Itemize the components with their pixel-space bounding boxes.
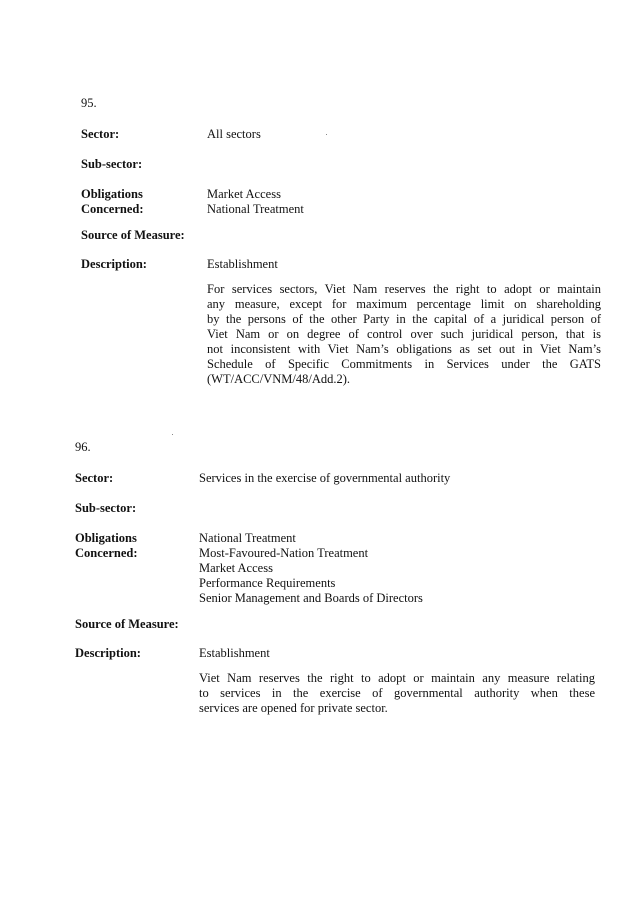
sector-label: Sector: (81, 127, 120, 141)
obligation-item: Market Access (207, 187, 281, 201)
sub-sector-label: Sub-sector: (81, 157, 143, 171)
entry-number: 96. (75, 440, 91, 454)
sector-row (75, 471, 595, 486)
scan-speck (326, 134, 327, 135)
source-label: Source of Measure: (75, 617, 179, 631)
paragraph-line: any measure, except for maximum percentage limit on shareholding (207, 297, 601, 311)
paragraph-line: (WT/ACC/VNM/48/Add.2). (207, 372, 351, 386)
obligations-label (75, 531, 199, 561)
obligations-row (75, 531, 595, 606)
description-label: Description: (75, 646, 141, 660)
source-row (75, 617, 595, 632)
paragraph-line: For services sectors, Viet Nam reserves the right to adopt or maintain (207, 282, 601, 296)
description-paragraph (207, 282, 601, 387)
reservation-entry-96 (75, 440, 595, 716)
paragraph-line: services are opened for private sector. (199, 701, 388, 715)
obligation-item: Senior Management and Boards of Directors (199, 591, 423, 605)
obligations-row (81, 187, 601, 217)
obligation-item: Performance Requirements (199, 576, 336, 590)
sub-sector-row (81, 157, 601, 172)
paragraph-line: Viet Nam or on degree of control over such juridical person, that is (207, 327, 601, 341)
sector-value: Services in the exercise of governmental authority (199, 471, 451, 485)
description-body-row (81, 282, 601, 387)
obligations-list (199, 531, 595, 606)
obligation-item: Most-Favoured-Nation Treatment (199, 546, 369, 560)
obligations-label-line1: Obligations (81, 187, 143, 201)
paragraph-line: Schedule of Specific Commitments in Services under the GATS (207, 357, 601, 371)
paragraph-line: Viet Nam reserves the right to adopt or maintain any measure relating (199, 671, 595, 685)
description-body-row (75, 671, 595, 716)
obligations-label (81, 187, 207, 217)
obligations-label-line2: Concerned: (75, 546, 138, 560)
sector-row (81, 127, 601, 142)
paragraph-line: not inconsistent with Viet Nam’s obligations as set out in Viet Nam’s (207, 342, 601, 356)
paragraph-line: to services in the exercise of governmental authority when these (199, 686, 595, 700)
reservation-entry-95 (81, 96, 601, 387)
obligation-item: National Treatment (207, 202, 304, 216)
sector-label: Sector: (75, 471, 114, 485)
description-heading: Establishment (207, 257, 278, 271)
description-label: Description: (81, 257, 147, 271)
paragraph-line: by the persons of the other Party in the capital of a juridical person of (207, 312, 601, 326)
source-row (81, 228, 601, 243)
entry-number: 95. (81, 96, 97, 110)
source-label: Source of Measure: (81, 228, 185, 242)
obligations-label-line2: Concerned: (81, 202, 144, 216)
obligation-item: National Treatment (199, 531, 296, 545)
description-paragraph (199, 671, 595, 716)
sector-value: All sectors (207, 127, 261, 141)
obligations-list (207, 187, 601, 217)
sub-sector-label: Sub-sector: (75, 501, 137, 515)
obligation-item: Market Access (199, 561, 273, 575)
scan-speck (172, 434, 173, 435)
description-row (75, 646, 595, 661)
description-heading: Establishment (199, 646, 270, 660)
description-row (81, 257, 601, 272)
obligations-label-line1: Obligations (75, 531, 137, 545)
sub-sector-row (75, 501, 595, 516)
